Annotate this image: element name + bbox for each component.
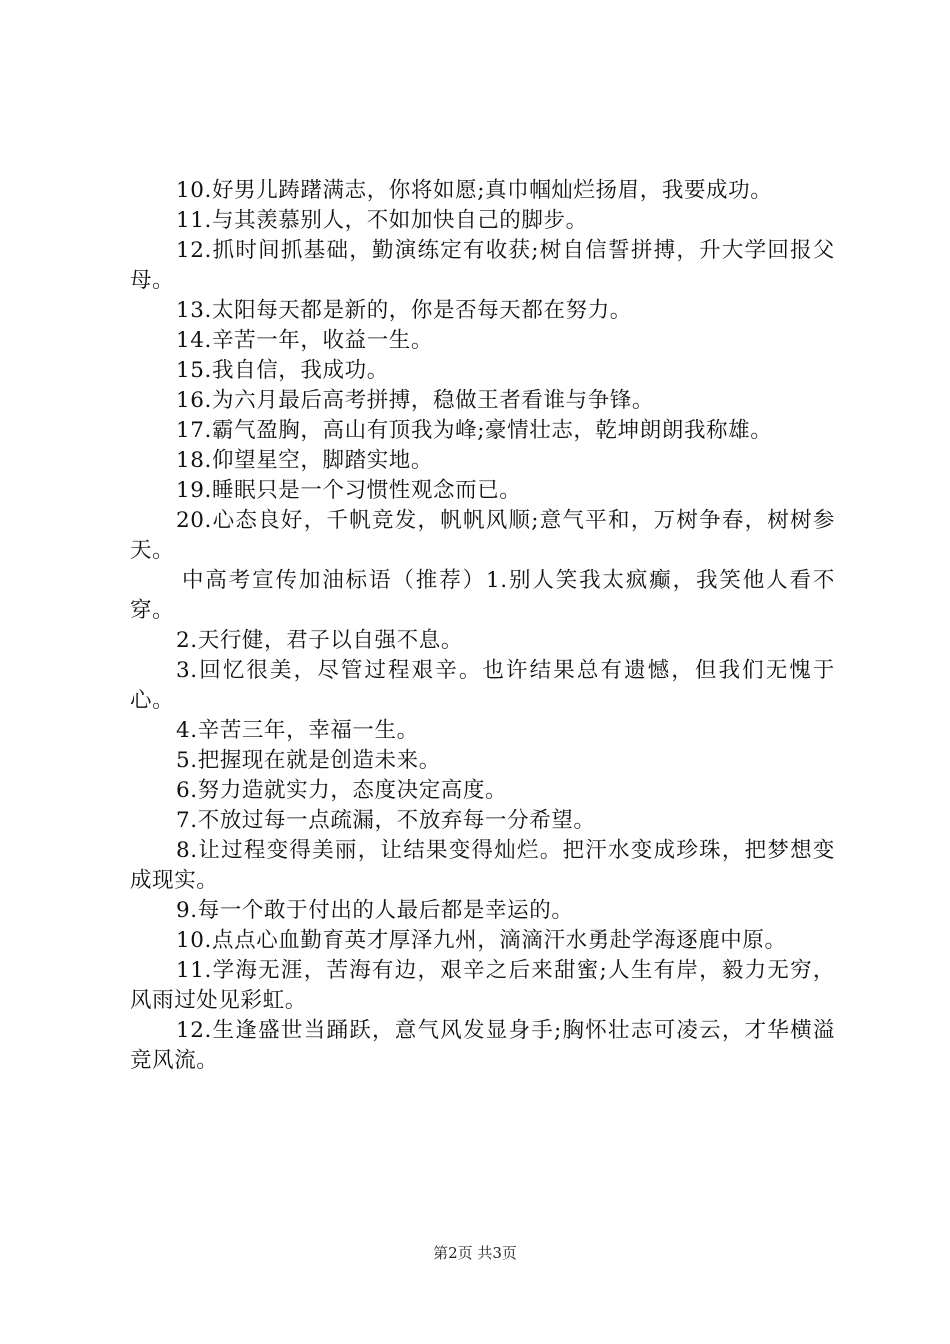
- paragraph-item: 19.睡眠只是一个习惯性观念而已。: [176, 478, 522, 503]
- paragraph-item: 5.把握现在就是创造未来。: [176, 748, 441, 773]
- paragraph-item: 8.让过程变得美丽，让结果变得灿烂。把汗水变成珍珠，把梦想变成现实。: [130, 838, 835, 893]
- document-body: [130, 176, 835, 1076]
- paragraph-item: 7.不放过每一点疏漏，不放弃每一分希望。: [176, 808, 596, 833]
- paragraph-item: 15.我自信，我成功。: [176, 358, 389, 383]
- paragraph-item: 16.为六月最后高考拼搏，稳做王者看谁与争锋。: [176, 388, 654, 413]
- paragraph-item: 6.努力造就实力，态度决定高度。: [176, 778, 508, 803]
- paragraph-item: 11.学海无涯，苦海有边，艰辛之后来甜蜜;人生有岸，毅力无穷，风雨过处见彩虹。: [130, 958, 835, 1013]
- paragraph-item: 4.辛苦三年，幸福一生。: [176, 718, 419, 743]
- paragraph-item: 10.点点心血勤育英才厚泽九州，滴滴汗水勇赴学海逐鹿中原。: [176, 928, 787, 953]
- paragraph-item: 11.与其羡慕别人，不如加快自己的脚步。: [176, 208, 588, 233]
- paragraph-item: 20.心态良好，千帆竞发，帆帆风顺;意气平和，万树争春，树树参天。: [130, 508, 835, 563]
- paragraph-item: 3.回忆很美，尽管过程艰辛。也许结果总有遗憾，但我们无愧于心。: [130, 658, 835, 713]
- paragraph-item: 17.霸气盈胸，高山有顶我为峰;豪情壮志，乾坤朗朗我称雄。: [176, 418, 773, 443]
- section-heading-paragraph: 中高考宣传加油标语（推荐）1.别人笑我太疯癫，我笑他人看不穿。: [130, 568, 835, 623]
- paragraph-item: 9.每一个敢于付出的人最后都是幸运的。: [176, 898, 574, 923]
- paragraph-item: 18.仰望星空，脚踏实地。: [176, 448, 433, 473]
- paragraph-item: 12.生逢盛世当踊跃，意气风发显身手;胸怀壮志可凌云，才华横溢竞风流。: [130, 1018, 835, 1073]
- paragraph-item: 13.太阳每天都是新的，你是否每天都在努力。: [176, 298, 632, 323]
- paragraph-item: 2.天行健，君子以自强不息。: [176, 628, 463, 653]
- page-number-footer: 第2页 共3页: [433, 1244, 517, 1262]
- paragraph-item: 10.好男儿踌躇满志，你将如愿;真巾帼灿烂扬眉，我要成功。: [176, 178, 773, 203]
- paragraph-item: 14.辛苦一年，收益一生。: [176, 328, 433, 353]
- paragraph-item: 12.抓时间抓基础，勤演练定有收获;树自信誓拼搏，升大学回报父母。: [130, 238, 835, 293]
